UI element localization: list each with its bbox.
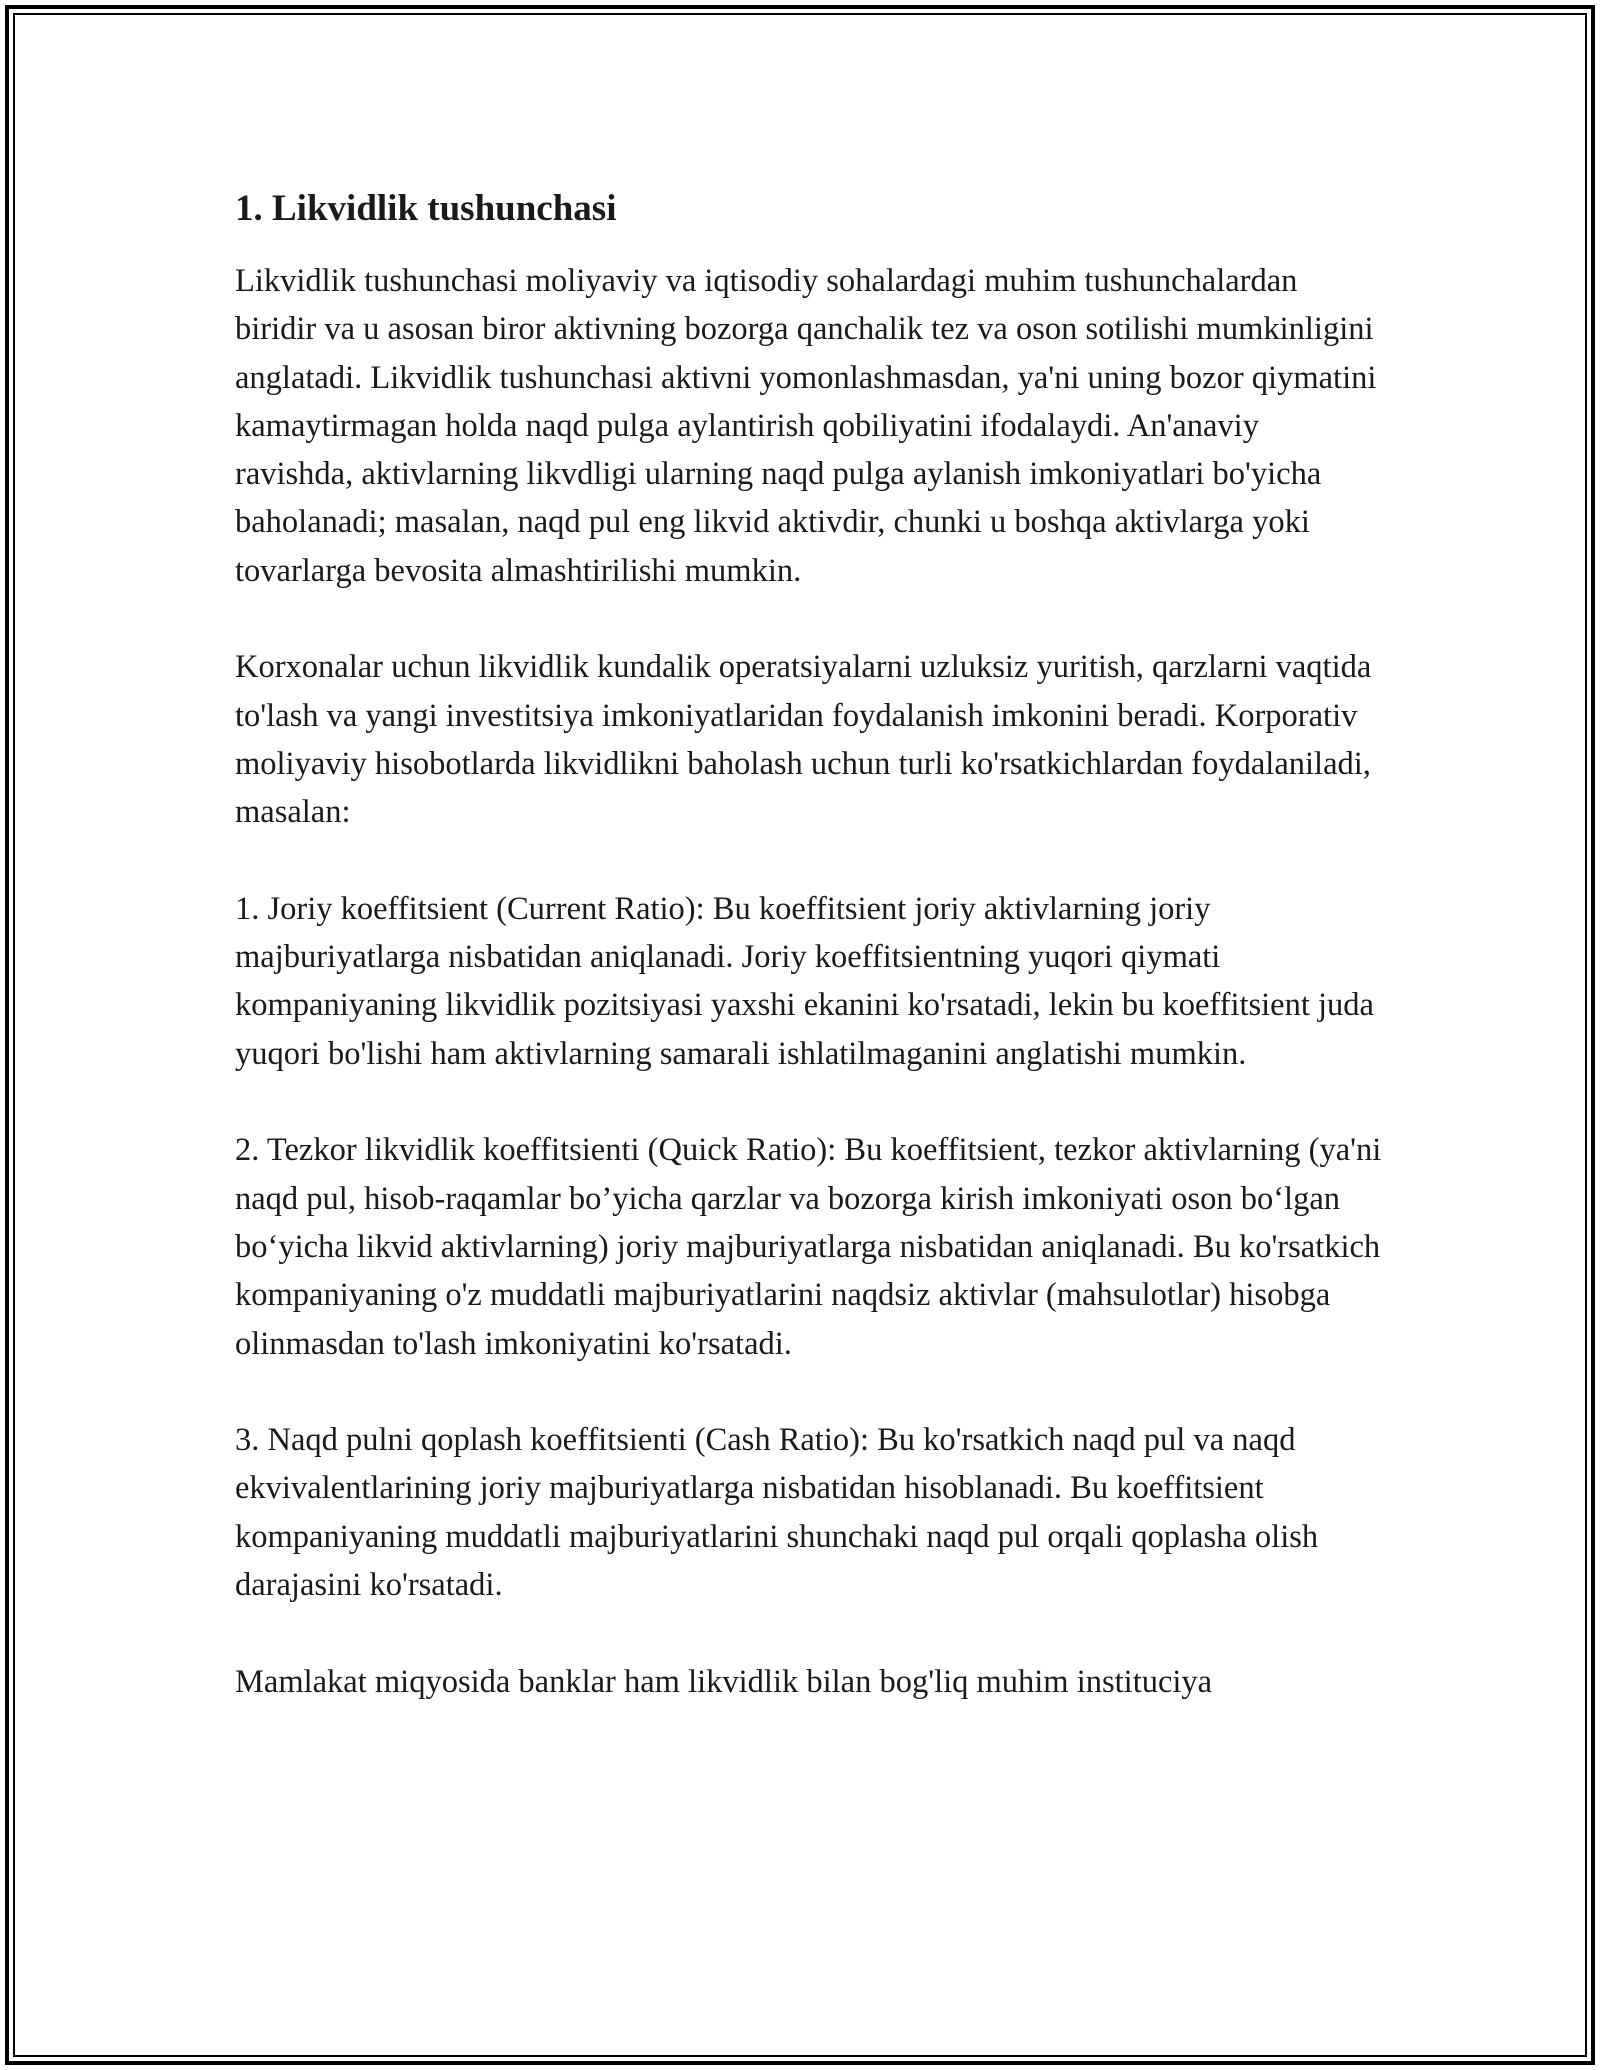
paragraph-liquidity-for-companies: Korxonalar uchun likvidlik kundalik operatsiyalarni uzluksiz yuritish, qarzlarni vaqtida to'lash va yangi investitsiya imkoniyatlaridan foydalanish imkonini beradi. Korporativ moliyaviy hisobotlarda likvidlikni baholash uchun turli ko'rsatkichlardan foydalaniladi, masalan:	[235, 649, 1372, 831]
paragraph-current-ratio: 1. Joriy koeffitsient (Current Ratio): Bu koeffitsient joriy aktivlarning joriy majburiyatlarga nisbatidan aniqlanadi. Joriy koeffitsientning yuqori qiymati kompaniyaning likvidlik pozitsiyasi yaxshi ekanini ko'rsatadi, lekin bu koeffitsient juda yuqori bo'lishi ham aktivlarning samarali ishlatilmaganini anglatishi mumkin.	[235, 890, 1374, 1072]
paragraph-cash-ratio: 3. Naqd pulni qoplash koeffitsienti (Cash Ratio): Bu ko'rsatkich naqd pul va naqd ekvivalentlarining joriy majburiyatlarga nisbatidan hisoblanadi. Bu koeffitsient kompaniyaning muddatli majburiyatlarini shunchaki naqd pul orqali qoplasha olish darajasini ko'rsatadi.	[235, 1422, 1319, 1604]
section-heading: 1. Likvidlik tushunchasi	[235, 188, 617, 229]
paragraph-quick-ratio: 2. Tezkor likvidlik koeffitsienti (Quick Ratio): Bu koeffitsient, tezkor aktivlarning (ya'ni naqd pul, hisob-raqamlar bo’yicha qarzlar va bozorga kirish imkoniyati oson bo‘lgan bo‘yicha likvid aktivlarning) joriy majburiyatlarga nisbatidan aniqlanadi. Bu ko'rsatkich kompaniyaning o'z muddatli majburiyatlarini naqdsiz aktivlar (mahsulotlar) hisobga olinmasdan to'lash imkoniyatini ko'rsatadi.	[235, 1132, 1382, 1362]
paragraph-banks: Mamlakat miqyosida banklar ham likvidlik bilan bog'liq muhim instituciya	[235, 1663, 1213, 1700]
paragraph-liquidity-definition: Likvidlik tushunchasi moliyaviy va iqtisodiy sohalardagi muhim tushunchalardan biridir va u asosan biror aktivning bozorga qanchalik tez va oson sotilishi mumkinligini anglatadi. Likvidlik tushunchasi aktivni yomonlashmasdan, ya'ni uning bozor qiymatini kamaytirmagan holda naqd pulga aylantirish qobiliyatini ifodalaydi. An'anaviy ravishda, aktivlarning likvdligi ularning naqd pulga aylanish imkoniyatlari bo'yicha baholanadi; masalan, naqd pul eng likvid aktivdir, chunki u boshqa aktivlarga yoki tovarlarga bevosita almashtirilishi mumkin.	[235, 263, 1377, 589]
document-body	[235, 185, 1385, 1754]
